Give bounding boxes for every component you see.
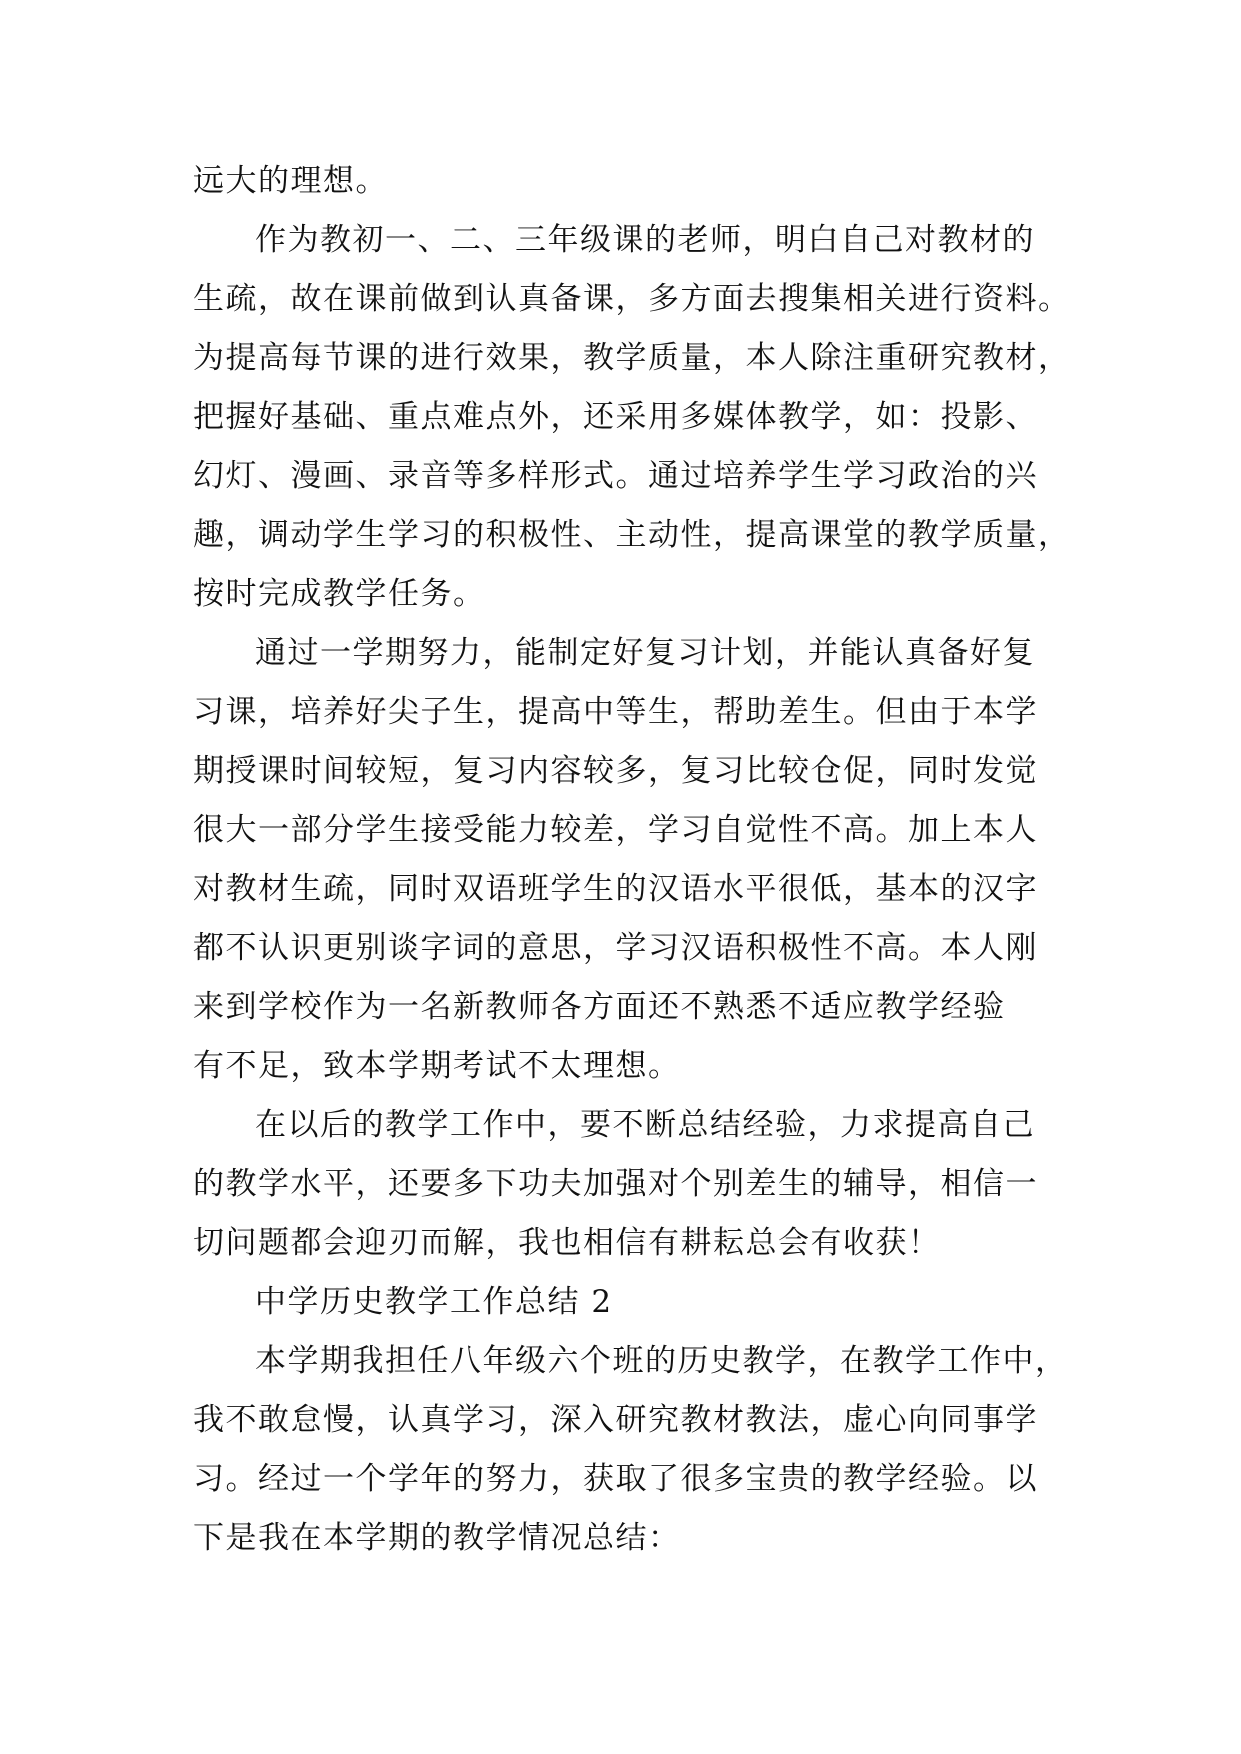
text-line: 的教学水平，还要多下功夫加强对个别差生的辅导，相信一 [193, 1166, 1038, 1202]
text-line: 为提高每节课的进行效果，教学质量，本人除注重研究教材， [193, 340, 1071, 376]
text-line: 很大一部分学生接受能力较差，学习自觉性不高。加上本人 [193, 812, 1038, 848]
paragraph-start-line: 通过一学期努力，能制定好复习计划，并能认真备好复 [255, 635, 1035, 671]
text-line: 习课，培养好尖子生，提高中等生，帮助差生。但由于本学 [193, 694, 1038, 730]
paragraph-start-line: 在以后的教学工作中，要不断总结经验，力求提高自己 [255, 1107, 1035, 1143]
text-line: 期授课时间较短，复习内容较多，复习比较仓促，同时发觉 [193, 753, 1038, 789]
text-line: 按时完成教学任务。 [193, 576, 486, 612]
text-line: 切问题都会迎刃而解，我也相信有耕耘总会有收获！ [193, 1225, 941, 1261]
paragraph-start-line: 作为教初一、二、三年级课的老师，明白自己对教材的 [255, 222, 1035, 258]
text-line: 都不认识更别谈字词的意思，学习汉语积极性不高。本人刚 [193, 930, 1038, 966]
text-line: 把握好基础、重点难点外，还采用多媒体教学，如：投影、 [193, 399, 1038, 435]
text-line: 生疏，故在课前做到认真备课，多方面去搜集相关进行资料。 [193, 281, 1071, 317]
text-line: 远大的理想。 [193, 163, 388, 199]
text-line: 有不足，致本学期考试不太理想。 [193, 1048, 681, 1084]
text-line: 我不敢怠慢，认真学习，深入研究教材教法，虚心向同事学 [193, 1402, 1038, 1438]
section-heading: 中学历史教学工作总结 2 [255, 1284, 613, 1320]
text-line: 下是我在本学期的教学情况总结： [193, 1520, 681, 1556]
text-line: 趣，调动学生学习的积极性、主动性，提高课堂的教学质量， [193, 517, 1071, 553]
text-line: 来到学校作为一名新教师各方面还不熟悉不适应教学经验 [193, 989, 1006, 1025]
text-line: 对教材生疏，同时双语班学生的汉语水平很低，基本的汉字 [193, 871, 1038, 907]
document-body [193, 152, 1073, 1568]
text-line: 习。经过一个学年的努力，获取了很多宝贵的教学经验。以 [193, 1461, 1038, 1497]
paragraph-start-line: 本学期我担任八年级六个班的历史教学，在教学工作中， [255, 1343, 1068, 1379]
text-line: 幻灯、漫画、录音等多样形式。通过培养学生学习政治的兴 [193, 458, 1038, 494]
